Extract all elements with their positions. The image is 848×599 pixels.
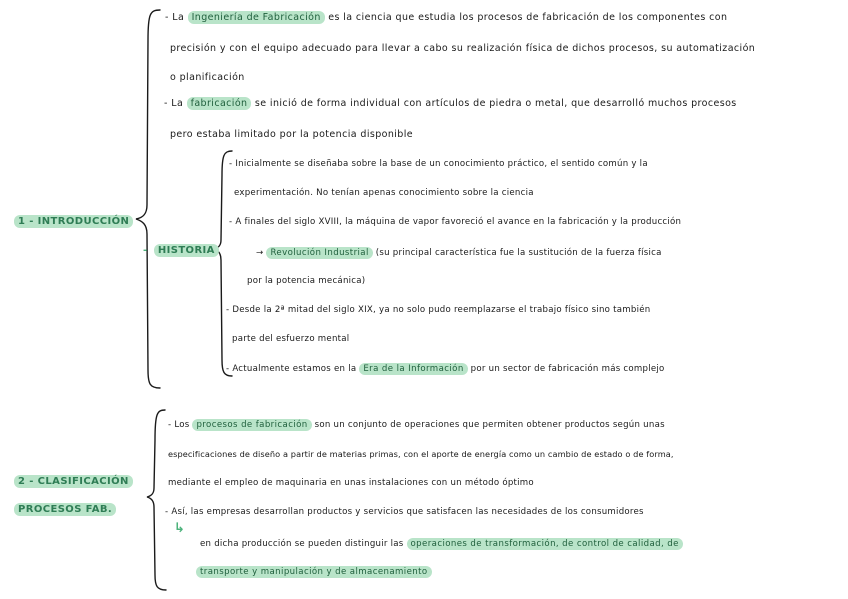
- historia-item1-line1: - Inicialmente se diseñaba sobre la base de un conocimiento práctico, el sentido común y la: [229, 159, 648, 169]
- arrow-icon: →: [256, 248, 264, 258]
- s1-p1-line2: precisión y con el equipo adecuado para llevar a cabo su realización física de dichos procesos, su automatización: [170, 43, 756, 54]
- section2-title-line1: 2 - CLASIFICACIÓN: [14, 475, 133, 489]
- section1-title: 1 - INTRODUCCIÓN: [14, 215, 133, 229]
- historia-item1-line2: experimentación. No tenían apenas conocimiento sobre la ciencia: [234, 188, 534, 198]
- section1-brace: [136, 10, 160, 388]
- highlight-era-informacion: Era de la Información: [359, 363, 467, 375]
- s1-p1-line1: - La Ingeniería de Fabricación es la ciencia que estudia los procesos de fabricación de los componentes con: [165, 12, 728, 23]
- highlight-operaciones: operaciones de transformación, de control de calidad, de: [407, 538, 683, 550]
- historia-item2-line2: → Revolución Industrial (su principal característica fue la sustitución de la fuerza física: [256, 248, 662, 258]
- s2-p1-line2: especificaciones de diseño a partir de materias primas, con el aporte de energía como un cambio de estado o de forma,: [168, 449, 674, 459]
- historia-item4: - Actualmente estamos en la Era de la Información por un sector de fabricación más complejo: [226, 364, 665, 374]
- historia-item3-line1: - Desde la 2ª mitad del siglo XIX, ya no solo pudo reemplazarse el trabajo físico sino también: [226, 305, 651, 315]
- historia-item2-line1: - A finales del siglo XVIII, la máquina de vapor favoreció el avance en la fabricación y la producción: [229, 217, 682, 227]
- historia-label: - HISTORIA: [143, 244, 219, 258]
- historia-item3-line2: parte del esfuerzo mental: [232, 334, 350, 344]
- s2-p1-line1: - Los procesos de fabricación son un conjunto de operaciones que permiten obtener productos según unas: [168, 420, 665, 430]
- historia-item2-line3: por la potencia mecánica): [247, 276, 366, 286]
- highlight-transporte: transporte y manipulación y de almacenamiento: [196, 566, 432, 578]
- s1-p1-line3: o planificación: [170, 72, 245, 83]
- section2-title-line2: PROCESOS FAB.: [14, 503, 116, 517]
- historia-brace: [214, 151, 232, 376]
- s1-p2-line1: - La fabricación se inició de forma individual con artículos de piedra o metal, que desarrolló muchos procesos: [164, 98, 737, 109]
- section2-brace: [147, 410, 166, 590]
- corner-arrow-icon: ↳: [174, 521, 186, 536]
- s2-p1-line3: mediante el empleo de maquinaria en unas instalaciones con un método óptimo: [168, 478, 534, 488]
- s2-p2-line1: - Así, las empresas desarrollan productos y servicios que satisfacen las necesidades de los consumidores: [165, 507, 644, 517]
- highlight-ingenieria: Ingeniería de Fabricación: [188, 11, 325, 24]
- highlight-fabricacion: fabricación: [187, 97, 252, 110]
- highlight-revolucion: Revolución Industrial: [266, 247, 372, 259]
- s1-p2-line2: pero estaba limitado por la potencia disponible: [170, 129, 414, 140]
- s2-p2-line2: en dicha producción se pueden distinguir las operaciones de transformación, de control de calidad, de: [200, 537, 683, 551]
- highlight-procesos: procesos de fabricación: [192, 419, 311, 431]
- s2-p2-line3: [196, 565, 432, 579]
